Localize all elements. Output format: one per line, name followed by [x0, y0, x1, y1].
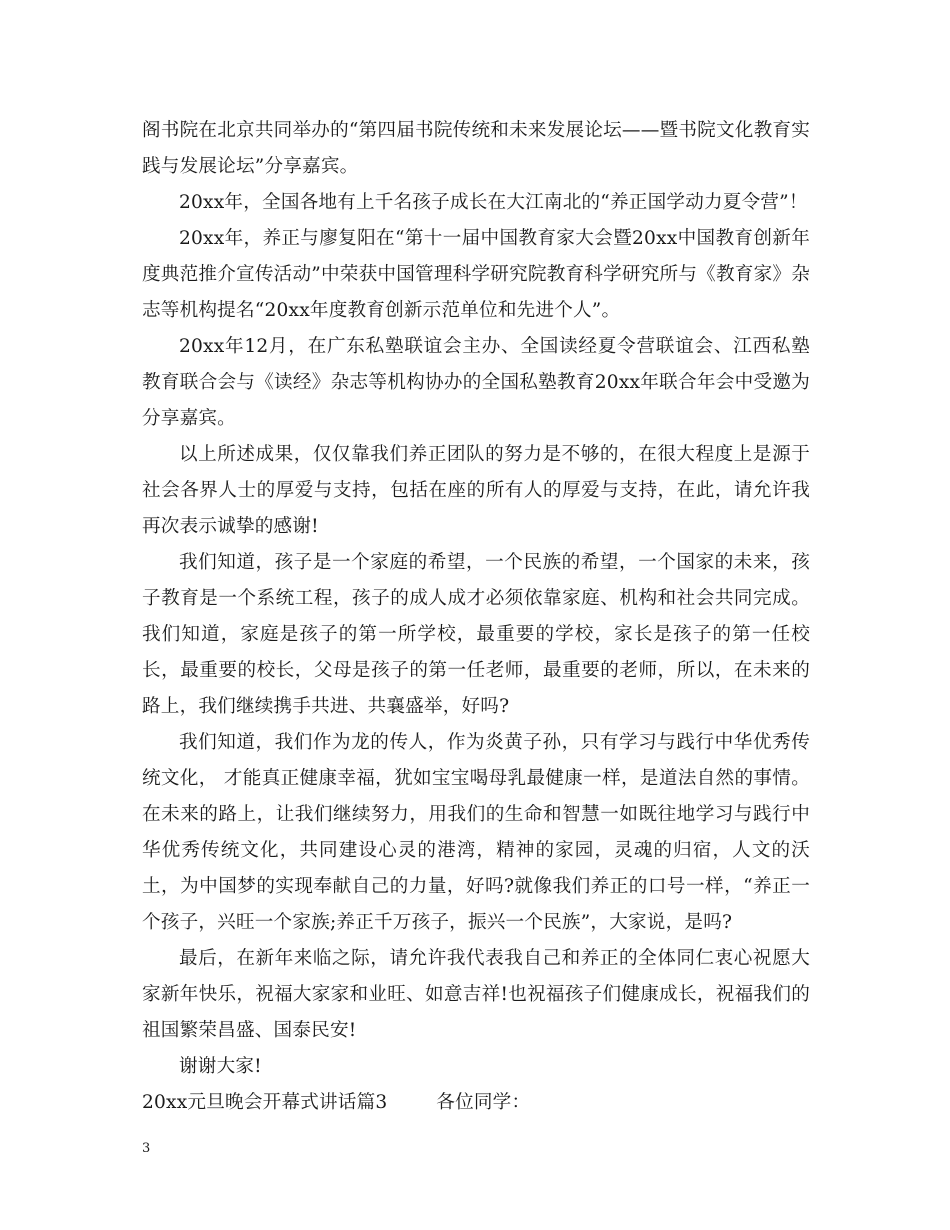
- paragraph: 20xx年，养正与廖复阳在“第十一届中国教育家大会暨20xx中国教育创新年度典范推介宣传活动”中荣获中国管理科学研究院教育科学研究所与《教育家》杂志等机构提名“20xx年度教育创新示范单位和先进个人”。: [142, 228, 810, 321]
- page-number: 3: [142, 1141, 151, 1156]
- paragraph: 阁书院在北京共同举办的“第四届书院传统和未来发展论坛——暨书院文化教育实践与发展论坛”分享嘉宾。: [142, 120, 810, 177]
- paragraph: 20xx年，全国各地有上千名孩子成长在大江南北的“养正国学动力夏令营”！: [179, 192, 808, 213]
- greeting: 各位同学：: [436, 1092, 531, 1113]
- section-heading-line: [142, 1085, 810, 1121]
- document-body: [142, 113, 810, 1121]
- paragraph: 我们知道，我们作为龙的传人，作为炎黄子孙，只有学习与践行中华优秀传统文化， 才能真正健康幸福，犹如宝宝喝母乳最健康一样，是道法自然的事情。在未来的路上，让我们继续努力，用我们的生命和智慧一如既往地学习与践行中华优秀传统文化，共同建设心灵的港湾，精神的家园，灵魂的归宿，人文的沃土，为中国梦的实现奉献自己的力量，好吗?就像我们养正的口号一样，“养正一个孩子，兴旺一个家族;养正千万孩子，振兴一个民族”，大家说，是吗?: [142, 732, 810, 933]
- paragraph: 最后，在新年来临之际，请允许我代表我自己和养正的全体同仁衷心祝愿大家新年快乐，祝福大家家和业旺、如意吉祥!也祝福孩子们健康成长，祝福我们的祖国繁荣昌盛、国泰民安!: [142, 948, 810, 1041]
- paragraph: 20xx年12月，在广东私塾联谊会主办、全国读经夏令营联谊会、江西私塾教育联合会与《读经》杂志等机构协办的全国私塾教育20xx年联合年会中受邀为分享嘉宾。: [142, 336, 810, 429]
- paragraph: 谢谢大家!: [179, 1056, 262, 1077]
- paragraph: 以上所述成果，仅仅靠我们养正团队的努力是不够的，在很大程度上是源于社会各界人士的厚爱与支持，包括在座的所有人的厚爱与支持，在此，请允许我再次表示诚挚的感谢!: [142, 444, 810, 537]
- paragraph: 我们知道，孩子是一个家庭的希望，一个民族的希望，一个国家的未来，孩子教育是一个系统工程，孩子的成人成才必须依靠家庭、机构和社会共同完成。我们知道，家庭是孩子的第一所学校，最重要的学校，家长是孩子的第一任校长，最重要的校长，父母是孩子的第一任老师，最重要的老师，所以，在未来的路上，我们继续携手共进、共襄盛举，好吗?: [142, 552, 810, 717]
- section-heading: 20xx元旦晚会开幕式讲话篇3: [142, 1092, 388, 1113]
